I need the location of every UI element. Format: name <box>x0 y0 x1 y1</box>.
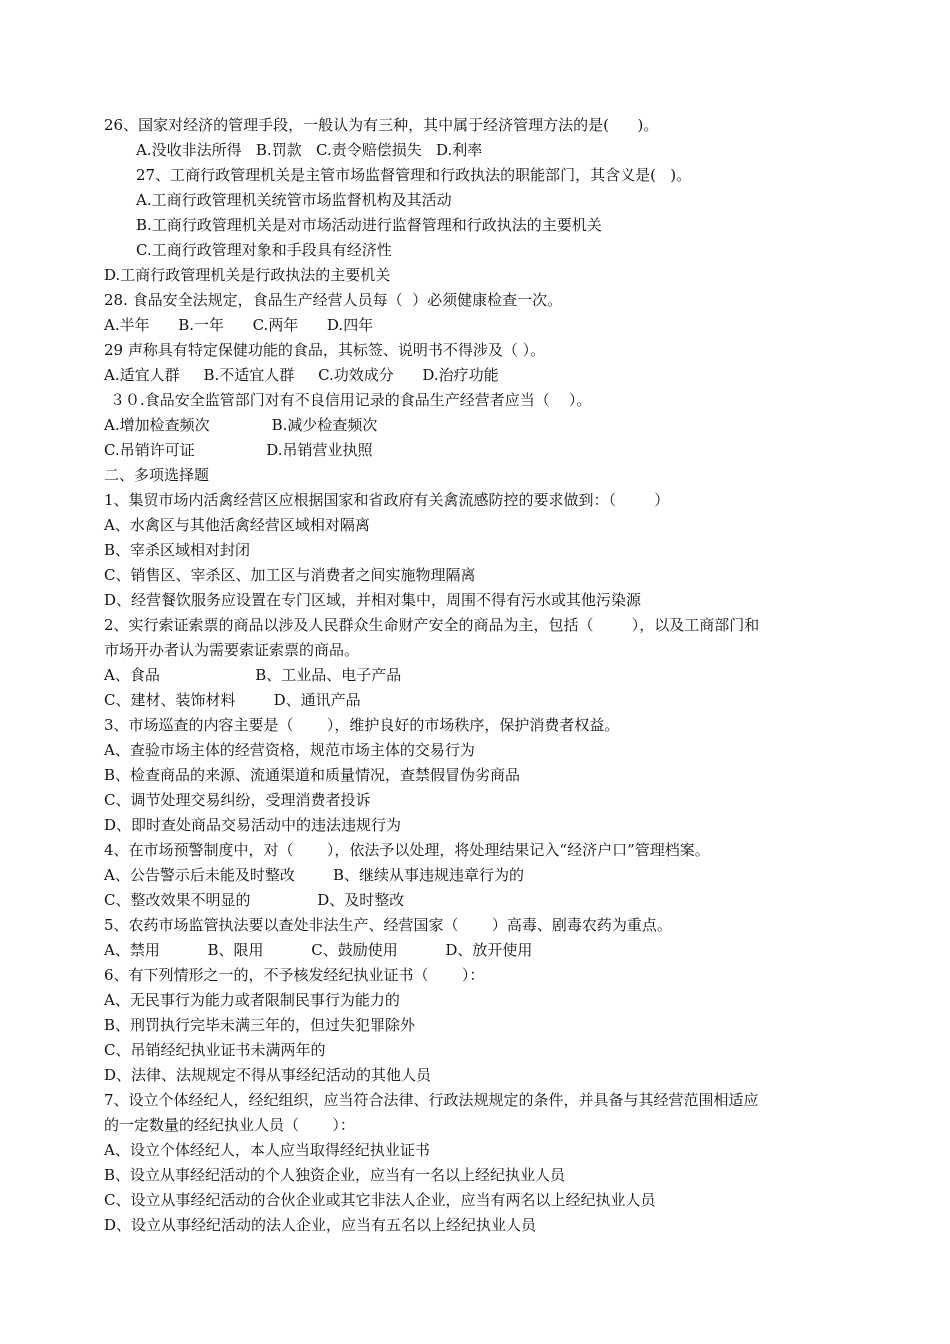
mc-question-6-option-b: B、刑罚执行完毕未满三年的，但过失犯罪除外 <box>104 1016 416 1034</box>
section-heading-multiple-choice: 二、多项选择题 <box>104 466 210 484</box>
question-30-options-cd: C.吊销许可证 D.吊销营业执照 <box>104 441 373 459</box>
mc-question-3-option-c: C、调节处理交易纠纷，受理消费者投诉 <box>104 791 371 809</box>
question-26: 26、国家对经济的管理手段，一般认为有三种，其中属于经济管理方法的是( )。 <box>104 116 659 134</box>
mc-question-4-options-ab: A、公告警示后未能及时整改 B、继续从事违规违章行为的 <box>104 866 525 884</box>
mc-question-1-option-c: C、销售区、宰杀区、加工区与消费者之间实施物理隔离 <box>104 566 476 584</box>
mc-question-3-option-b: B、检查商品的来源、流通渠道和质量情况，查禁假冒伪劣商品 <box>104 766 521 784</box>
mc-question-2-cont: 市场开办者认为需要索证索票的商品。 <box>104 641 360 659</box>
question-29: 29 声称具有特定保健功能的食品，其标签、说明书不得涉及（ ）。 <box>104 341 546 359</box>
question-28: 28. 食品安全法规定，食品生产经营人员每（ ）必须健康检查一次。 <box>104 291 563 309</box>
mc-question-6-option-a: A、无民事行为能力或者限制民事行为能力的 <box>104 991 400 1009</box>
mc-question-7-cont: 的一定数量的经纪执业人员（ ）： <box>104 1116 355 1134</box>
mc-question-7: 7、设立个体经纪人，经纪组织，应当符合法律、行政法规规定的条件，并具备与其经营范围相适应 <box>104 1091 759 1109</box>
question-26-options: A.没收非法所得 B.罚款 C.责令赔偿损失 D.利率 <box>136 141 483 159</box>
question-27: 27、工商行政管理机关是主管市场监督管理和行政执法的职能部门，其含义是( )。 <box>136 166 692 184</box>
mc-question-7-option-a: A、设立个体经纪人，本人应当取得经纪执业证书 <box>104 1141 430 1159</box>
mc-question-4: 4、在市场预警制度中，对（ ），依法予以处理，将处理结果记入“经济户口”管理档案。 <box>104 841 710 859</box>
mc-question-6-option-d: D、法律、法规规定不得从事经纪活动的其他人员 <box>104 1066 432 1084</box>
mc-question-6: 6、有下列情形之一的，不予核发经纪执业证书（ ）： <box>104 966 485 984</box>
mc-question-2-options-ab: A、食品 B、工业品、电子产品 <box>104 666 402 684</box>
question-28-options: A.半年 B.一年 C.两年 D.四年 <box>104 316 374 334</box>
mc-question-3-option-d: D、即时查处商品交易活动中的违法违规行为 <box>104 816 402 834</box>
question-27-option-b: B.工商行政管理机关是对市场活动进行监督管理和行政执法的主要机关 <box>136 216 602 234</box>
mc-question-5-options: A、禁用 B、限用 C、鼓励使用 D、放开使用 <box>104 941 533 959</box>
question-30-options-ab: A.增加检查频次 B.减少检查频次 <box>104 416 378 434</box>
mc-question-6-option-c: C、吊销经纪执业证书未满两年的 <box>104 1041 326 1059</box>
mc-question-3-option-a: A、查验市场主体的经营资格，规范市场主体的交易行为 <box>104 741 475 759</box>
question-27-option-a: A.工商行政管理机关统管市场监督机构及其活动 <box>136 191 452 209</box>
mc-question-1: 1、集贸市场内活禽经营区应根据国家和省政府有关禽流感防控的要求做到：（ ） <box>104 491 670 509</box>
mc-question-2: 2、实行索证索票的商品以涉及人民群众生命财产安全的商品为主，包括（ ），以及工商部门和 <box>104 616 760 634</box>
question-29-options: A.适宜人群 B.不适宜人群 C.功效成分 D.治疗功能 <box>104 366 499 384</box>
mc-question-7-option-b: B、设立从事经纪活动的个人独资企业，应当有一名以上经纪执业人员 <box>104 1166 566 1184</box>
mc-question-7-option-d: D、设立从事经纪活动的法人企业，应当有五名以上经纪执业人员 <box>104 1216 537 1234</box>
mc-question-1-option-b: B、宰杀区域相对封闭 <box>104 541 251 559</box>
question-30: ３０.食品安全监管部门对有不良信用记录的食品生产经营者应当（ ）。 <box>110 391 592 409</box>
mc-question-3: 3、市场巡查的内容主要是（ ），维护良好的市场秩序，保护消费者权益。 <box>104 716 620 734</box>
mc-question-2-options-cd: C、建材、装饰材料 D、通讯产品 <box>104 691 361 709</box>
mc-question-5: 5、农药市场监管执法要以查处非法生产、经营国家（ ）高毒、剧毒农药为重点。 <box>104 916 672 934</box>
mc-question-1-option-a: A、水禽区与其他活禽经营区域相对隔离 <box>104 516 370 534</box>
mc-question-7-option-c: C、设立从事经纪活动的合伙企业或其它非法人企业，应当有两名以上经纪执业人员 <box>104 1191 656 1209</box>
mc-question-1-option-d: D、经营餐饮服务应设置在专门区域，并相对集中，周围不得有污水或其他污染源 <box>104 591 642 609</box>
question-27-option-c: C.工商行政管理对象和手段具有经济性 <box>136 241 392 259</box>
question-27-option-d: D.工商行政管理机关是行政执法的主要机关 <box>104 266 391 284</box>
mc-question-4-options-cd: C、整改效果不明显的 D、及时整改 <box>104 891 405 909</box>
